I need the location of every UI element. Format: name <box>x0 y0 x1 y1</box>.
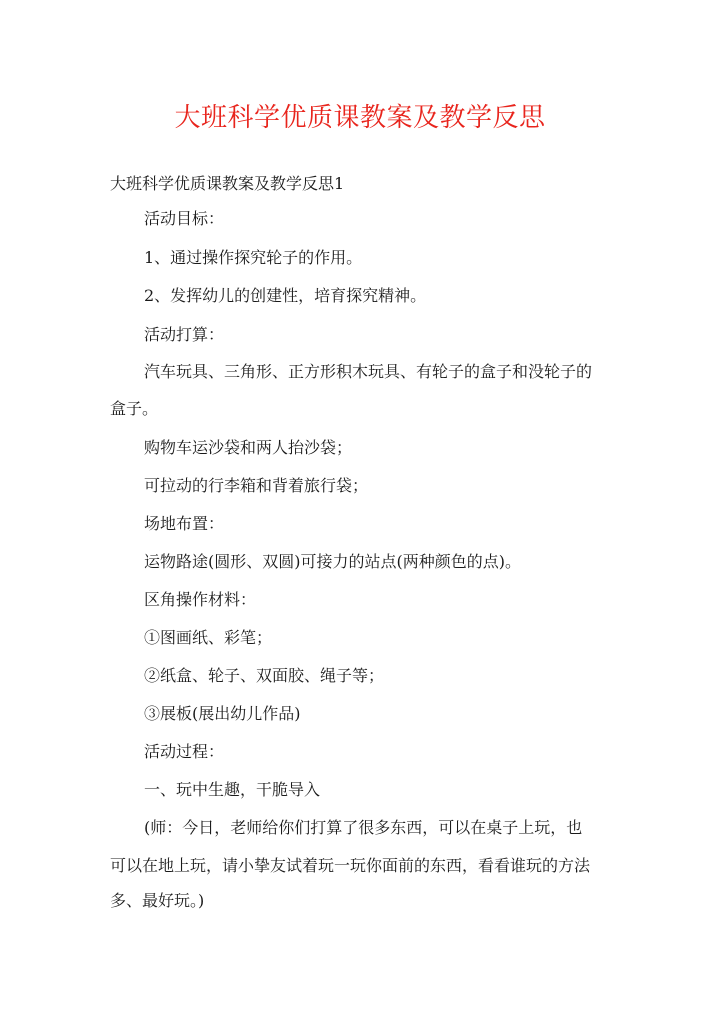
paragraph-venue-heading: 场地布置： <box>144 514 225 533</box>
paragraph-goals-heading: 活动目标： <box>144 209 225 228</box>
paragraph-material-2: ②纸盒、轮子、双面胶、绳子等； <box>144 666 385 685</box>
paragraph-prep-heading: 活动打算： <box>144 325 225 344</box>
paragraph-goal-1: 1、通过操作探究轮子的作用。 <box>144 248 363 267</box>
paragraph-prep-line-2: 盒子。 <box>110 399 159 418</box>
paragraph-material-1: ①图画纸、彩笔； <box>144 628 273 647</box>
paragraph-venue-route: 运物路途(圆形、双圆)可接力的站点(两种颜色的点)。 <box>144 552 521 571</box>
document-title: 大班科学优质课教案及教学反思 <box>174 103 546 133</box>
paragraph-material-3: ③展板(展出幼儿作品) <box>144 704 301 723</box>
paragraph-step-1: 一、玩中生趣，干脆导入 <box>144 780 321 799</box>
paragraph-teacher-line-2: 可以在地上玩，请小挚友试着玩一玩你面前的东西，看看谁玩的方法 <box>110 856 591 875</box>
section-heading: 大班科学优质课教案及教学反思1 <box>110 174 345 193</box>
paragraph-prep-line-1: 汽车玩具、三角形、正方形积木玩具、有轮子的盒子和没轮子的 <box>144 362 593 381</box>
paragraph-goal-2: 2、发挥幼儿的创建性，培育探究精神。 <box>144 286 427 305</box>
paragraph-teacher-line-3: 多、最好玩。) <box>110 891 205 910</box>
paragraph-materials-heading: 区角操作材料： <box>144 590 257 609</box>
paragraph-shopping-cart: 购物车运沙袋和两人抬沙袋； <box>144 438 353 457</box>
paragraph-process-heading: 活动过程： <box>144 742 225 761</box>
paragraph-luggage: 可拉动的行李箱和背着旅行袋； <box>144 476 369 495</box>
paragraph-teacher-line-1: (师：今日，老师给你们打算了很多东西，可以在桌子上玩，也 <box>144 818 583 837</box>
